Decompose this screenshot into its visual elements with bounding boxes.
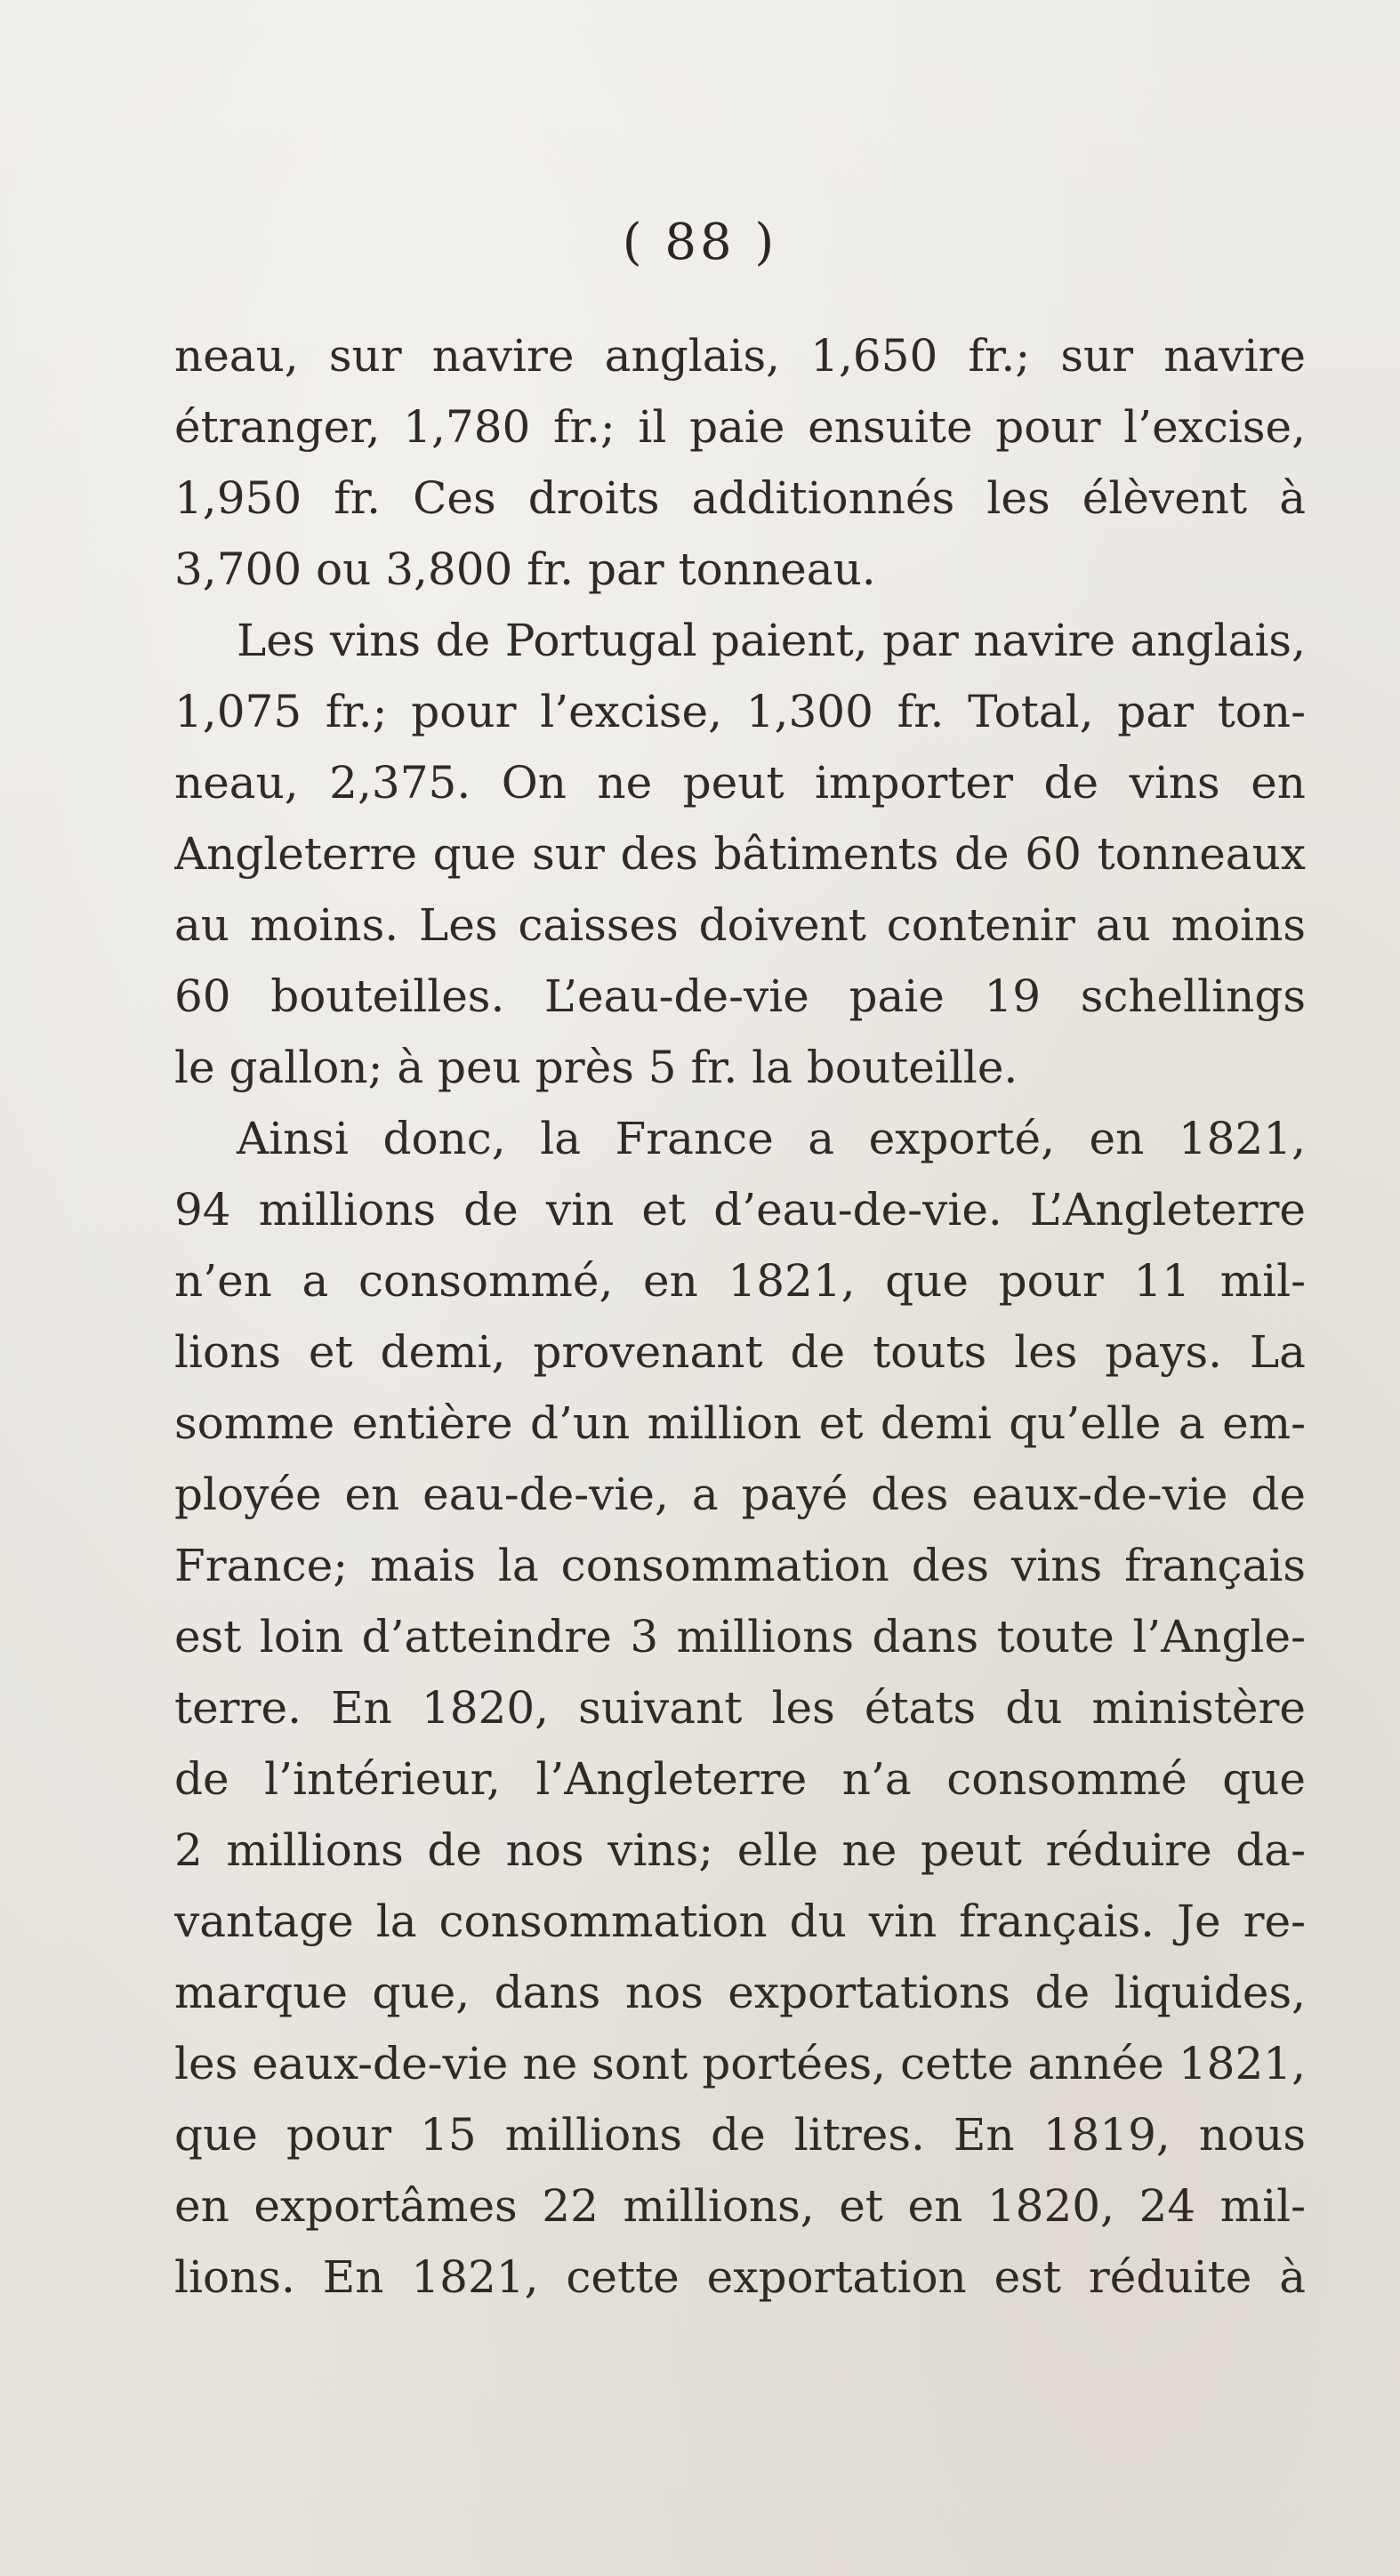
text-line: vantage la consommation du vin français. Je re- [174,1896,1306,1947]
text-line: Ainsi donc, la France a exporté, en 1821, [237,1113,1306,1164]
text-line: neau, sur navire anglais, 1,650 fr.; sur navire [174,330,1306,382]
text-line: somme entière d’un million et demi qu’elle a em- [174,1397,1306,1449]
text-line: au moins. Les caisses doivent contenir au moins [174,899,1306,951]
text-line: en exportâmes 22 millions, et en 1820, 24 mil- [174,2180,1306,2232]
text-line: 94 millions de vin et d’eau-de-vie. L’Angleterre [174,1184,1306,1236]
text-line: marque que, dans nos exportations de liquides, [174,1967,1306,2018]
text-line: de l’intérieur, l’Angleterre n’a consommé que [174,1753,1306,1805]
text-line: lions. En 1821, cette exportation est réduite à [174,2251,1306,2303]
text-line: 60 bouteilles. L’eau-de-vie paie 19 schellings [174,970,1306,1022]
text-line: que pour 15 millions de litres. En 1819, nous [174,2109,1306,2161]
text-line: est loin d’atteindre 3 millions dans toute l’Angle- [174,1611,1306,1662]
text-line: terre. En 1820, suivant les états du ministère [174,1682,1306,1734]
text-line: 2 millions de nos vins; elle ne peut réduire da- [174,1824,1306,1876]
text-line: ployée en eau-de-vie, a payé des eaux-de-vie de [174,1469,1306,1520]
text-line: neau, 2,375. On ne peut importer de vins en [174,757,1306,809]
text-line: 1,950 fr. Ces droits additionnés les élèvent à [174,472,1306,524]
text-line: n’en a consommé, en 1821, que pour 11 mil- [174,1255,1306,1307]
text-line: les eaux-de-vie ne sont portées, cette année 1821, [174,2038,1306,2089]
page-number: ( 88 ) [622,213,778,271]
text-line: France; mais la consommation des vins français [174,1540,1306,1591]
text-line: Les vins de Portugal paient, par navire anglais, [237,615,1306,666]
text-line: 3,700 ou 3,800 fr. par tonneau. [174,543,876,595]
text-line: Angleterre que sur des bâtiments de 60 tonneaux [174,828,1306,880]
text-line: étranger, 1,780 fr.; il paie ensuite pour l’excise, [174,401,1306,453]
text-line: lions et demi, provenant de touts les pays. La [174,1326,1306,1378]
body-text [174,320,1306,2313]
text-line: 1,075 fr.; pour l’excise, 1,300 fr. Total, par ton- [174,686,1306,737]
text-line: le gallon; à peu près 5 fr. la bouteille. [174,1042,1018,1093]
